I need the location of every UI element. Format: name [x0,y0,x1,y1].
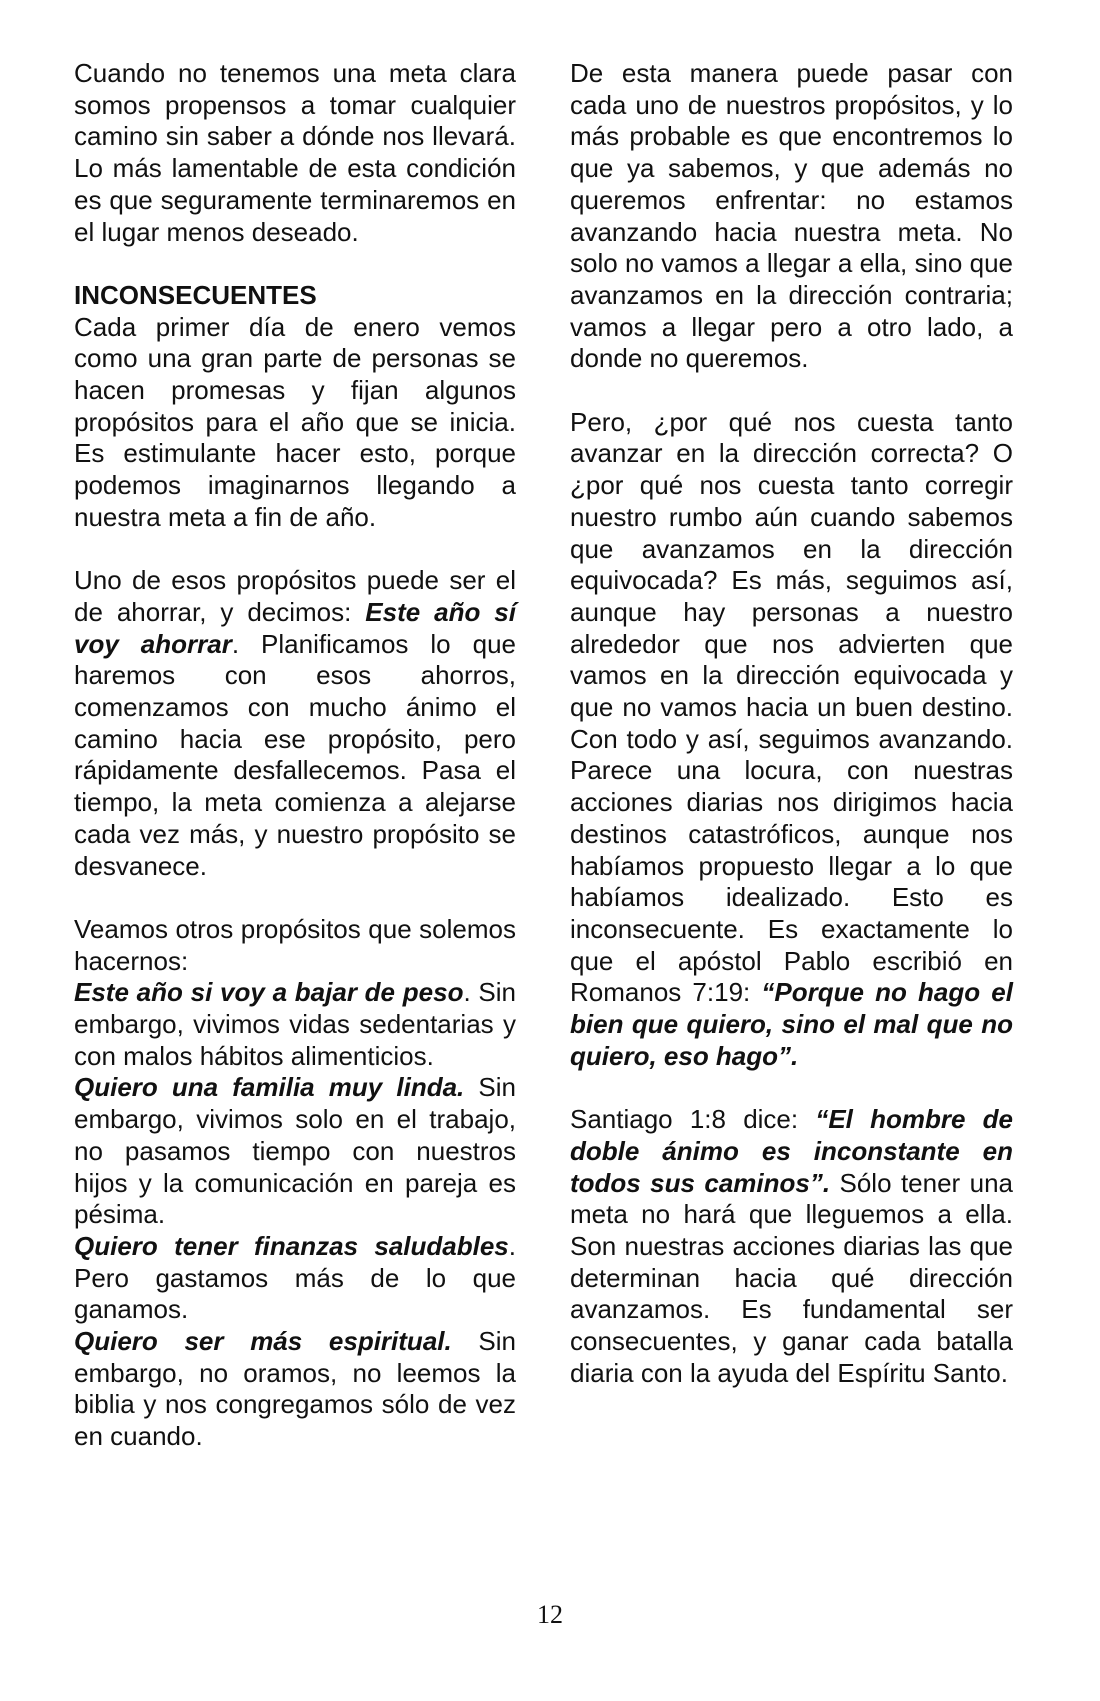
purpose-text: . Pero gastamos más de lo que ganamos. [74,1230,516,1325]
saving-text-lead: Uno de esos propósitos puede ser el de ahorrar, y decimos: [74,565,516,627]
page-number: 12 [537,1600,563,1629]
purpose-emphasis: Quiero tener finanzas saludables [74,1230,509,1261]
saving-text-rest: . Planificamos lo que haremos con esos ahorros, comenzamos con mucho ánimo el camino hacia ese propósito, pero rápidamente desfallecemos. Pasa el tiempo, la meta comienza a alejarse cada vez más, y nuestro propósito se desvanece. [74,628,516,881]
james-paragraph [570,1104,1013,1389]
purpose-text: Sin embargo, no oramos, no leemos la biblia y nos congregamos sólo de vez en cuando. [74,1326,516,1452]
purpose-item [74,1326,516,1453]
purpose-item [74,977,516,1072]
why-paragraph [570,407,1013,1073]
new-year-paragraph: Cada primer día de enero vemos como una gran parte de personas se hacen promesas y fijan algunos propósitos para el año que se inicia. Es estimulante hacer esto, porque podemos imaginarnos llegando a nuestra meta a fin de año. [74,311,516,532]
why-text: Pero, ¿por qué nos cuesta tanto avanzar en la dirección correcta? O ¿por qué nos cuesta tanto corregir nuestro rumbo aún cuando sabemos que avanzamos en la dirección equivocada? Es más, seguimos así, aunque hay personas a nuestro alrededor que nos advierten que vamos en la dirección equivocada y que no vamos hacia un buen destino. Con todo y así, seguimos avanzando. Parece una locura, con nuestras acciones diarias nos dirigimos hacia destinos catastróficos, aunque nos habíamos propuesto llegar a lo que habíamos idealizado. Esto es inconsecuente. Es exactamente lo que el apóstol Pablo escribió en Romanos 7:19: [570,406,1013,1008]
saving-paragraph [74,565,516,882]
romans-quote: “Porque no hago el bien que quiero, sino el mal que no quiero, eso hago”. [570,977,1013,1071]
purpose-emphasis: Quiero ser más espiritual. [74,1326,452,1357]
james-text-lead: Santiago 1:8 dice: [570,1104,816,1135]
purpose-text: . Sin embargo, vivimos vidas sedentarias y con malos hábitos alimenticios. [74,977,516,1071]
right-column [570,58,1013,1421]
james-quote: “El hombre de doble ánimo es inconstante en todos sus caminos”. [570,1104,1013,1198]
other-purposes-intro: Veamos otros propósitos que solemos hacernos: [74,913,516,976]
section-heading: INCONSECUENTES [74,279,317,310]
left-column [74,58,516,1453]
purpose-emphasis: Este año si voy a bajar de peso [74,977,464,1008]
purpose-emphasis: Quiero una familia muy linda. [74,1072,465,1103]
purpose-item [74,1072,516,1231]
purposes-paragraph: De esta manera puede pasar con cada uno de nuestros propósitos, y lo más probable es que encontremos lo que ya sabemos, y que además no queremos enfrentar: no estamos avanzando hacia nuestra meta. No solo no vamos a llegar a ella, sino que avanzamos en la dirección contraria; vamos a llegar pero a otro lado, a donde no queremos. [570,58,1013,374]
james-text-rest: Sólo tener una meta no hará que lleguemos a ella. Son nuestras acciones diarias las que determinan hacia qué dirección avanzamos. Es fundamental ser consecuentes, y ganar cada batalla diaria con la ayuda del Espíritu Santo. [570,1167,1013,1388]
purpose-item [74,1231,516,1326]
intro-paragraph: Cuando no tenemos una meta clara somos propensos a tomar cualquier camino sin saber a dónde nos llevará. Lo más lamentable de esta condición es que seguramente terminaremos en el lugar menos deseado. [74,58,516,247]
saving-emphasis: Este año sí voy ahorrar [74,596,516,659]
purpose-text: Sin embargo, vivimos solo en el trabajo, no pasamos tiempo con nuestros hijos y la comunicación en pareja es pésima. [74,1072,516,1230]
